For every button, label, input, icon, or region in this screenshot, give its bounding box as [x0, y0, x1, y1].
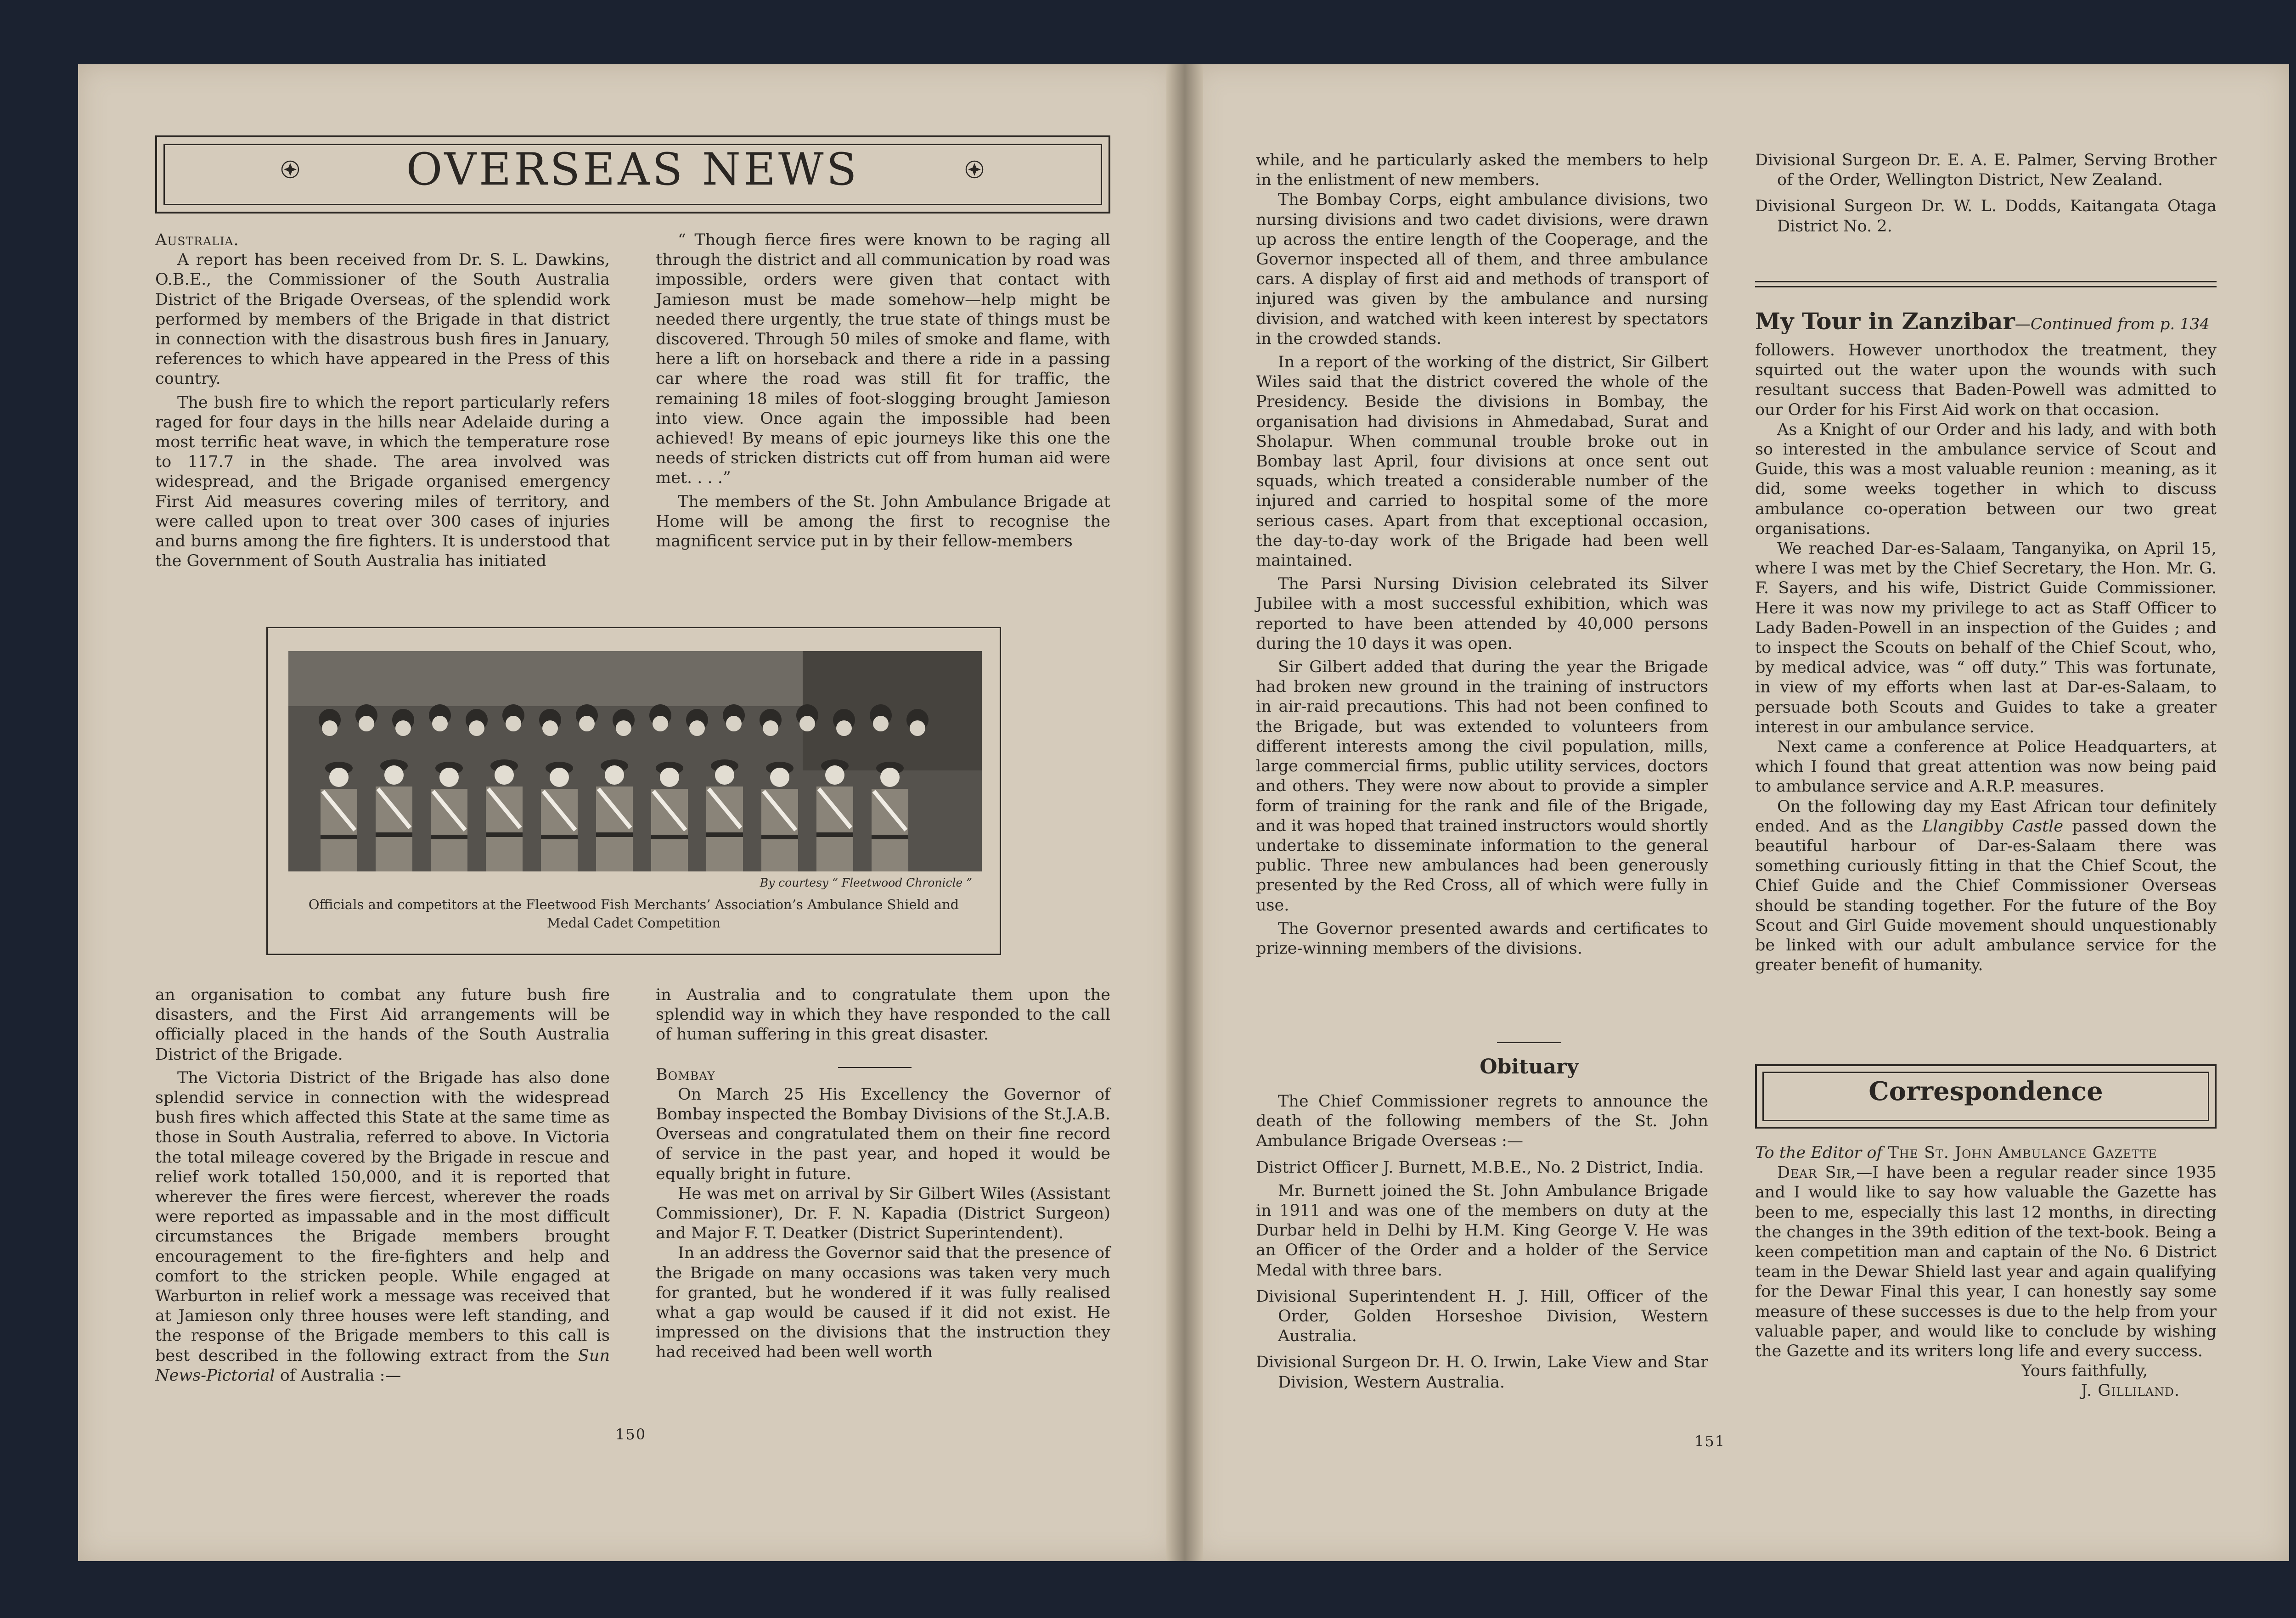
- paragraph-text: On the following day my East African tour definitely ended. And as the: [1755, 797, 2217, 836]
- paragraph: Mr. Burnett joined the St. John Ambulance Brigade in 1911 and was one of the members on duty at the Durbar held in Delhi by H.M. King George V. He was an Officer of the Order and a holder of the Service Medal with three bars.: [1256, 1181, 1708, 1280]
- paragraph: As a Knight of our Order and his lady, and with both so interested in the ambulance service of Scout and Guide, this was a most valuable reunion : meaning, as it did, some weeks together in which to discuss ambulance co-operation between our two great organisations.: [1755, 420, 2217, 538]
- article-heading: [1755, 308, 2210, 335]
- australia-article-col1: [155, 230, 610, 571]
- paragraph-text: passed down the beautiful harbour of Dar-es-Salaam there was something curiously fitting in that the Chief Scout, the Chief Guide and the Chief Commissioner Overseas should be standing together. For the future of the Boy Scout and Girl Guide movement should unquestionably be linked with our adult ambulance service for the greater benefit of humanity.: [1755, 817, 2217, 975]
- australia-article-col1-continued: [155, 985, 610, 1386]
- australia-article-col2: [656, 230, 1110, 551]
- paragraph-text: of Australia :—: [275, 1366, 401, 1385]
- ship-name: Llangibby Castle: [1922, 817, 2064, 836]
- photo-caption: Officials and competitors at the Fleetwood Fish Merchants’ Association’s Ambulance Shield and Medal Cadet Competition: [308, 897, 959, 931]
- bombay-article-col: [656, 985, 1110, 1363]
- page-title: OVERSEAS NEWS: [406, 144, 860, 195]
- zanzibar-article: [1755, 341, 2217, 976]
- paragraph: in Australia and to congratulate them upon the splendid way in which they have responded to the call of human suffering in this great disaster.: [656, 986, 1110, 1044]
- bombay-article-continued: [1256, 151, 1708, 959]
- obituary-entry: Divisional Surgeon Dr. E. A. E. Palmer, Serving Brother of the Order, Wellington District, New Zealand.: [1755, 151, 2217, 190]
- paragraph: In a report of the working of the district, Sir Gilbert Wiles said that the district covered the whole of the Presidency. Beside the divisions in Bombay, the organisation had divisions in Ahmedabad, Surat and Sholapur. When communal trouble broke out in Bombay last April, four divisions at once sent out squads, which treated a considerable number of the injured and carried to hospital some of the more serious cases. Apart from that exceptional occasion, the day-to-day work of the Brigade had been well maintained.: [1256, 353, 1708, 570]
- paragraph: In an address the Governor said that the presence of the Brigade on many occasions was taken very much for granted, but he wondered if it was fully realised what a gap would be caused if it did not exist. He impressed on the divisions that the instruction they had received had been well worth: [656, 1244, 1110, 1362]
- article-title: My Tour in Zanzibar: [1755, 308, 2015, 335]
- paragraph: [1755, 797, 2217, 976]
- paragraph: We reached Dar-es-Salaam, Tanganyika, on April 15, where I was met by the Chief Secretary, the Hon. Mr. G. F. Sayers, and his wife, District Guide Commissioner. Here it was now my privilege to act as Staff Officer to Lady Baden-Powell in an inspection of the Guides ; and to inspect the Scouts on behalf of the Chief Scout, who, by medical advice, was “ off duty.” This was fortunate, in view of my efforts when last at Dar-es-Salaam, to persuade both Scouts and Guides to take a greater interest in our ambulance service.: [1755, 539, 2217, 736]
- obituary-entry: Divisional Superintendent H. J. Hill, Officer of the Order, Golden Horseshoe Division, Western Australia.: [1256, 1287, 1708, 1346]
- obituary-entry: Divisional Surgeon Dr. H. O. Irwin, Lake View and Star Division, Western Australia.: [1256, 1353, 1708, 1392]
- letter-signature: J. Gilliland.: [2081, 1382, 2180, 1400]
- paragraph: while, and he particularly asked the members to help in the enlistment of new members.: [1256, 151, 1708, 190]
- salutation: Dear Sir,: [1777, 1163, 1857, 1182]
- correspondence-heading-box: [1755, 1064, 2217, 1129]
- page-number: 150: [615, 1426, 647, 1443]
- paragraph: an organisation to combat any future bush fire disasters, and the First Aid arrangements will be officially placed in the hands of the South Australia District of the Brigade.: [155, 986, 610, 1064]
- obituary-entry: Divisional Surgeon Dr. W. L. Dodds, Kaitangata Otaga District No. 2.: [1755, 197, 2217, 236]
- publication-name: The St. John Ambulance Gazette: [1882, 1144, 2157, 1162]
- letter-body: [1755, 1163, 2217, 1361]
- section-heading-australia: Australia.: [155, 231, 239, 249]
- letter-text: —I have been a regular reader since 1935 and I would like to say how valuable the Gazette has been to me, especially this last 12 months, in directing the changes in the 39th edition of the text-book. Being a keen competition man and captain of the No. 6 District team in the Dewar Shield last year and again qualifying for the Dewar Final this year, I can honestly say some measure of these successes is due to the help from your valuable paper, and would like to conclude by wishing the Gazette and its writers long life and every success.: [1755, 1163, 2217, 1361]
- obituary-section: [1256, 1092, 1708, 1393]
- obituary-entry: District Officer J. Burnett, M.B.E., No. 2 District, India.: [1256, 1158, 1704, 1177]
- paragraph: The Bombay Corps, eight ambulance divisions, two nursing divisions and two cadet divisions, were drawn up across the entire length of the Cooperage, and the Governor inspected all of them, and three ambulance cars. A display of first aid and methods of transport of injured was given by the ambulance and nursing division, and watched with keen interest by spectators in the crowded stands.: [1256, 191, 1708, 348]
- group-photo: [288, 651, 982, 871]
- section-divider: [1755, 281, 2217, 287]
- letter-address: [1755, 1143, 2217, 1163]
- paragraph: The members of the St. John Ambulance Brigade at Home will be among the first to recognise the magnificent service put in by their fellow-members: [656, 492, 1110, 551]
- maltese-cross-icon: [964, 159, 985, 180]
- paragraph: He was met on arrival by Sir Gilbert Wiles (Assistant Commissioner), Dr. F. N. Kapadia (District Surgeon) and Major F. T. Deatker (District Superintendent).: [656, 1184, 1110, 1243]
- section-divider: [838, 1067, 912, 1068]
- paragraph: The Governor presented awards and certificates to prize-winning members of the divisions.: [1256, 919, 1708, 958]
- photo-block: [266, 627, 1001, 955]
- paragraph-text: The Victoria District of the Brigade has also done splendid service in connection with the widespread bush fires which affected this State at the same time as those in South Australia, referred to above. In Victoria the total mileage covered by the Brigade in rescue and relief work totalled 150,000, and it is reported that wherever the fires were fiercest, wherever the roads were reported as impassable and in the most difficult circumstances the Brigade members brought encouragement to the fire-fighters and help and comfort to the stricken people. While engaged at Warburton in relief work a message was received that at Jamieson only three houses were left standing, and the response of the Brigade members to this call is best described in the following extract from the: [155, 1068, 610, 1365]
- book-gutter: [1166, 64, 1203, 1561]
- letter-address-to: To the Editor of: [1755, 1144, 1883, 1162]
- paragraph: On March 25 His Excellency the Governor of Bombay inspected the Bombay Divisions of the St.J.A.B. Overseas and congratulated them on their fine record of service in the past year, and hoped it would be equally bright in future.: [656, 1085, 1110, 1183]
- section-heading-bombay: Bombay: [656, 1065, 715, 1084]
- page-number: 151: [1694, 1433, 1726, 1450]
- photo-credit: By courtesy “ Fleetwood Chronicle ”: [760, 876, 972, 889]
- publication-name: Sun News-Pictorial: [155, 1346, 610, 1385]
- overseas-news-masthead: [155, 135, 1110, 213]
- quoted-extract: “ Though fierce fires were known to be raging all through the district and all communication by road was impossible, orders were given that contact with Jamieson must be made somehow—help might be needed there urgently, the true state of things must be discovered. Through 50 miles of smoke and flame, with here a lift on horseback and there a ride in a passing car where the road was still fit for traffic, the remaining 18 miles of foot-slogging brought Jamieson into view. Once again the impossible had been achieved! By means of epic journeys like this one the needs of stricken districts cut off from human aid were met. . . .”: [656, 231, 1110, 488]
- paragraph: A report has been received from Dr. S. L. Dawkins, O.B.E., the Commissioner of the South Australia District of the Brigade Overseas, of the splendid work performed by members of the Brigade in that district in connection with the disastrous bush fires in January, references to which have appeared in the Press of this country.: [155, 251, 610, 388]
- obituary-continued: [1755, 151, 2217, 236]
- letter-closing: Yours faithfully,: [2021, 1362, 2148, 1381]
- continued-from-note: —Continued from p. 134: [2015, 315, 2210, 333]
- obituary-heading: Obituary: [1480, 1055, 1579, 1079]
- paragraph: The Parsi Nursing Division celebrated its Silver Jubilee with a most successful exhibition, which was reported to have been attended by 40,000 persons during the 10 days it was open.: [1256, 575, 1708, 653]
- section-divider: [1497, 1042, 1561, 1043]
- paragraph: followers. However unorthodox the treatment, they squirted out the water upon the wounds with such resultant success that Baden-Powell was admitted to our Order for his First Aid work on that occasion.: [1755, 341, 2217, 419]
- paragraph: The bush fire to which the report particularly refers raged for four days in the hills near Adelaide during a most terrific heat wave, in which the temperature rose to 117.7 in the shade. The area involved was widespread, and the Brigade organised emergency First Aid measures covering miles of territory, and were called upon to treat over 300 cases of injuries and burns among the fire fighters. It is understood that the Government of South Australia has initiated: [155, 393, 610, 571]
- paragraph: The Chief Commissioner regrets to announce the death of the following members of the St. John Ambulance Brigade Overseas :—: [1256, 1092, 1708, 1151]
- correspondence-letter: [1755, 1143, 2217, 1401]
- correspondence-heading: Correspondence: [1868, 1076, 2103, 1107]
- paragraph: Sir Gilbert added that during the year the Brigade had broken new ground in the training of instructors in air-raid precautions. This had not been confined to the Brigade, but was extended to volunteers from different interests among the civil population, mills, large commercial firms, public utility services, doctors and others. They were now about to provide a simpler form of training for the rank and file of the Brigade, and it was hoped that trained instructors would shortly undertake to disseminate information to the general public. Three new ambulances had been generously presented by the Red Cross, all of which were fully in use.: [1256, 658, 1708, 915]
- paragraph: [155, 1068, 610, 1386]
- group-photo-image: [288, 651, 982, 871]
- paragraph: Next came a conference at Police Headquarters, at which I found that great attention was now being paid to ambulance service and A.R.P. measures.: [1755, 738, 2217, 796]
